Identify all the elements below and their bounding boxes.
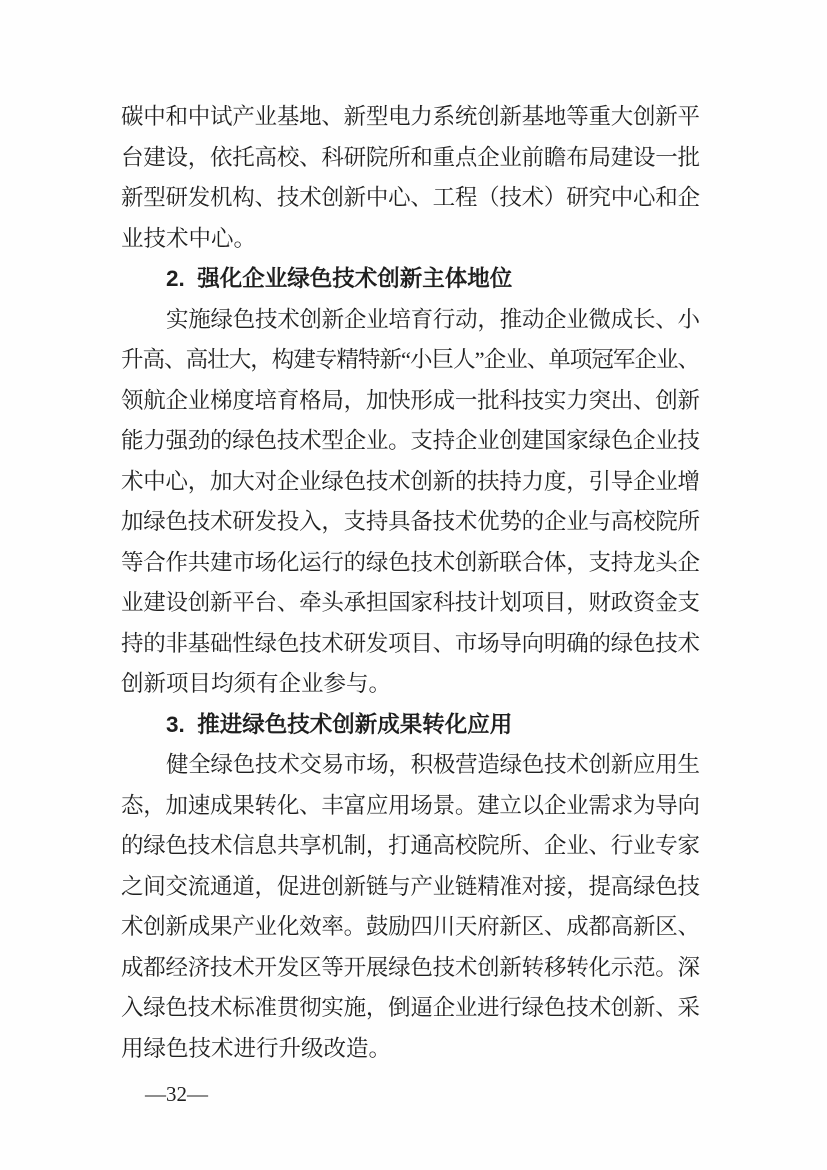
text-line: 升高、高壮大，构建专精特新“小巨人”企业、单项冠军企业、 <box>121 347 700 372</box>
text-line: 术中心，加大对企业绿色技术创新的扶持力度，引导企业增 <box>121 468 700 494</box>
paragraph-5 <box>121 745 700 1069</box>
text-line: 入绿色技术标准贯彻实施，倒逼企业进行绿色技术创新、采 <box>121 995 700 1020</box>
text-line: 领航企业梯度培育格局，加快形成一批科技实力突出、创新 <box>121 387 700 413</box>
paragraph-3 <box>121 300 700 705</box>
text-line: 等合作共建市场化运行的绿色技术创新联合体，支持龙头企 <box>121 549 700 575</box>
text-line: 加绿色技术研发投入，支持具备技术优势的企业与高校院所 <box>121 509 700 534</box>
heading-4 <box>121 705 700 746</box>
text-line: 实施绿色技术创新企业培育行动，推动企业微成长、小 <box>166 306 700 332</box>
text-line: 创新项目均须有企业参与。 <box>121 671 392 696</box>
text-line: 的绿色技术信息共享机制，打通高校院所、企业、行业专家 <box>121 833 700 858</box>
text-line: 业建设创新平台、牵头承担国家科技计划项目，财政资金支 <box>121 590 700 615</box>
text-line: 新型研发机构、技术创新中心、工程（技术）研究中心和企 <box>121 185 700 210</box>
text-line: 能力强劲的绿色技术型企业。支持企业创建国家绿色企业技 <box>121 428 700 453</box>
paragraph-1 <box>121 97 700 259</box>
text-line: 用绿色技术进行升级改造。 <box>121 1035 392 1061</box>
text-line: 成都经济技术开发区等开展绿色技术创新转移转化示范。深 <box>121 954 700 980</box>
text-line: 台建设，依托高校、科研院所和重点企业前瞻布局建设一批 <box>121 144 700 170</box>
text-line: 健全绿色技术交易市场，积极营造绿色技术创新应用生 <box>166 752 700 777</box>
text-line: 业技术中心。 <box>121 225 257 251</box>
heading-2 <box>121 259 700 300</box>
text-line: 2. 强化企业绿色技术创新主体地位 <box>166 266 513 291</box>
document-body <box>121 97 700 1069</box>
text-line: 之间交流通道，促进创新链与产业链精准对接，提高绿色技 <box>121 873 700 899</box>
text-line: 态，加速成果转化、丰富应用场景。建立以企业需求为导向 <box>121 792 700 818</box>
page-number: —32— <box>145 1082 208 1106</box>
text-line: 持的非基础性绿色技术研发项目、市场导向明确的绿色技术 <box>121 630 700 656</box>
text-line: 术创新成果产业化效率。鼓励四川天府新区、成都高新区、 <box>121 914 700 939</box>
text-line: 碳中和中试产业基地、新型电力系统创新基地等重大创新平 <box>121 104 700 129</box>
text-line: 3. 推进绿色技术创新成果转化应用 <box>166 711 513 737</box>
